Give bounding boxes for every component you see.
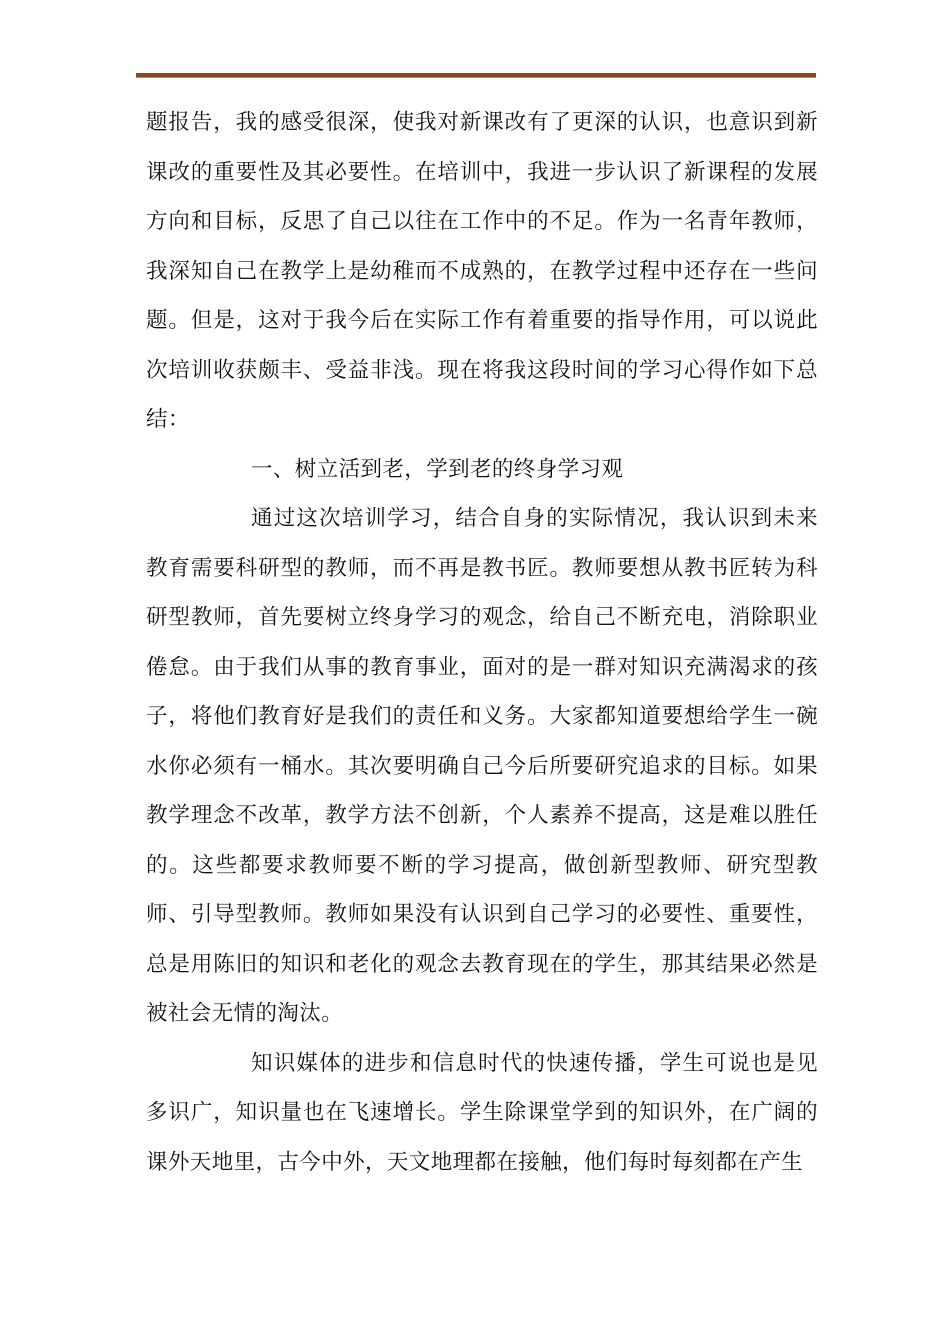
paragraph-intro: 题报告，我的感受很深，使我对新课改有了更深的认识，也意识到新课改的重要性及其必要性。在培训中，我进一步认识了新课程的发展方向和目标，反思了自己以往在工作中的不足。作为一名青年教师，我深知自己在教学上是幼稚而不成熟的，在教学过程中还存在一些问题。但是，这对于我今后在实际工作有着重要的指导作用，可以说此次培训收获颇丰、受益非浅。现在将我这段时间的学习心得作如下总结： [146,110,818,432]
paragraph-research-teacher: 通过这次培训学习，结合自身的实际情况，我认识到未来教育需要科研型的教师，而不再是教书匠。教师要想从教书匠转为科研型教师，首先要树立终身学习的观念，给自己不断充电，消除职业倦怠。由于我们从事的教育事业，面对的是一群对知识充满渴求的孩子，将他们教育好是我们的责任和义务。大家都知道要想给学生一碗水你必须有一桶水。其次要明确自己今后所要研究追求的目标。如果教学理念不改革，教学方法不创新，个人素养不提高，这是难以胜任的。这些都要求教师要不断的学习提高，做创新型教师、研究型教师、引导型教师。教师如果没有认识到自己学习的必要性、重要性，总是用陈旧的知识和老化的观念去教育现在的学生，那其结果必然是被社会无情的淘汰。 [146,506,818,1026]
paragraph-knowledge-media: 知识媒体的进步和信息时代的快速传播，学生可说也是见多识广，知识量也在飞速增长。学生除课堂学到的知识外，在广阔的课外天地里，古今中外，天文地理都在接触，他们每时每刻都在产生 [146,1050,818,1175]
document-body [146,98,818,1187]
header-rule [136,73,816,78]
section-heading-lifelong-learning: 一、树立活到老，学到老的终身学习观 [251,456,624,482]
